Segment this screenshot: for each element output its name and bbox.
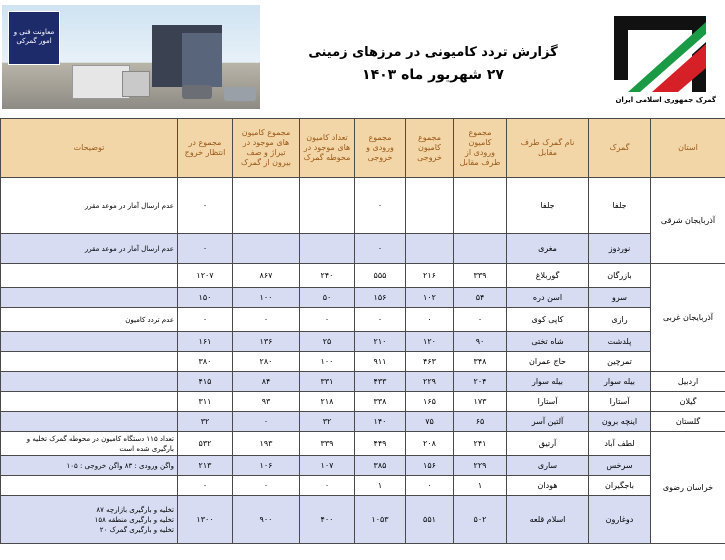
title-line-1: گزارش تردد کامیونی در مرزهای زمینی bbox=[308, 45, 558, 60]
column-header: استان bbox=[651, 119, 725, 178]
queue-cell: ۰ bbox=[233, 476, 300, 496]
out-cell bbox=[406, 234, 454, 264]
customs-cell: لطف آباد bbox=[589, 432, 651, 456]
queue-cell: ۸۶۷ bbox=[233, 264, 300, 288]
queue-cell: ۹۳ bbox=[233, 392, 300, 412]
waiting-cell: ۱۵۰ bbox=[178, 288, 233, 308]
counter-cell: آرتیق bbox=[507, 432, 589, 456]
table-row bbox=[1, 392, 725, 412]
yard-cell: ۱۰۷ bbox=[300, 456, 355, 476]
table-row bbox=[1, 234, 725, 264]
in-cell: ۱ bbox=[454, 476, 507, 496]
total-cell: ۱ bbox=[355, 476, 406, 496]
waiting-cell: ۲۱۳ bbox=[178, 456, 233, 476]
customs-cell: آستارا bbox=[589, 392, 651, 412]
waiting-cell: ۰ bbox=[178, 476, 233, 496]
yard-cell bbox=[300, 234, 355, 264]
yard-cell: ۳۲ bbox=[300, 412, 355, 432]
out-cell: ۲۲۹ bbox=[406, 372, 454, 392]
table-row bbox=[1, 456, 725, 476]
in-cell: ۰ bbox=[454, 308, 507, 332]
province-cell: گیلان bbox=[651, 392, 725, 412]
in-cell: ۲۴۱ bbox=[454, 432, 507, 456]
out-cell: ۱۶۵ bbox=[406, 392, 454, 412]
yard-cell: ۰ bbox=[300, 308, 355, 332]
yard-cell: ۴۰۰ bbox=[300, 496, 355, 544]
yard-cell: ۰ bbox=[300, 476, 355, 496]
waiting-cell: ۴۱۵ bbox=[178, 372, 233, 392]
note-cell: تخلیه و بارگیری بازارچه ۸۷ تخلیه و بارگیری منطقه ۱۵۸ تخلیه و بارگیری گمرک ۲۰ bbox=[1, 496, 178, 544]
out-cell: ۰ bbox=[406, 476, 454, 496]
out-cell: ۱۲۰ bbox=[406, 332, 454, 352]
photo-truck-cab bbox=[122, 71, 150, 97]
total-cell: ۱۴۰ bbox=[355, 412, 406, 432]
queue-cell: ۰ bbox=[233, 308, 300, 332]
report-header bbox=[0, 0, 725, 118]
in-cell bbox=[454, 234, 507, 264]
table-row bbox=[1, 476, 725, 496]
customs-cell: تمرچین bbox=[589, 352, 651, 372]
counter-cell: هودان bbox=[507, 476, 589, 496]
in-cell: ۲۰۴ bbox=[454, 372, 507, 392]
in-cell: ۵۴ bbox=[454, 288, 507, 308]
table-row bbox=[1, 352, 725, 372]
yard-cell bbox=[300, 178, 355, 234]
out-cell: ۲۰۸ bbox=[406, 432, 454, 456]
yard-cell: ۵۰ bbox=[300, 288, 355, 308]
customs-cell: نوردوز bbox=[589, 234, 651, 264]
out-cell: ۰ bbox=[406, 308, 454, 332]
province-cell: خراسان رضوی bbox=[651, 432, 725, 544]
waiting-cell: ۳۸۰ bbox=[178, 352, 233, 372]
queue-cell: ۰ bbox=[233, 412, 300, 432]
counter-cell: ساری bbox=[507, 456, 589, 476]
table-row bbox=[1, 412, 725, 432]
note-cell: واگن ورودی : ۸۳ واگن خروجی : ۱۰۵ bbox=[1, 456, 178, 476]
total-cell: ۰ bbox=[355, 178, 406, 234]
photo-building-annex bbox=[182, 33, 222, 87]
note-cell bbox=[1, 392, 178, 412]
counter-cell: آلتین آسر bbox=[507, 412, 589, 432]
counter-cell: اسلام قلعه bbox=[507, 496, 589, 544]
yard-cell: ۳۳۹ bbox=[300, 432, 355, 456]
province-cell: آذربایجان غربی bbox=[651, 264, 725, 372]
waiting-cell: ۳۱۱ bbox=[178, 392, 233, 412]
table-row bbox=[1, 264, 725, 288]
in-cell: ۳۳۹ bbox=[454, 264, 507, 288]
total-cell: ۱۰۵۳ bbox=[355, 496, 406, 544]
column-header: مجموع در انتظار خروج bbox=[178, 119, 233, 178]
total-cell: ۴۳۳ bbox=[355, 372, 406, 392]
waiting-cell: ۱۲۰۷ bbox=[178, 264, 233, 288]
queue-cell: ۱۹۳ bbox=[233, 432, 300, 456]
table-row bbox=[1, 332, 725, 352]
in-cell: ۱۷۳ bbox=[454, 392, 507, 412]
border-traffic-table bbox=[0, 118, 725, 544]
yard-cell: ۳۳۱ bbox=[300, 372, 355, 392]
counter-cell: بیله سوار bbox=[507, 372, 589, 392]
note-cell: عدم تردد کامیون bbox=[1, 308, 178, 332]
note-cell bbox=[1, 372, 178, 392]
province-cell: آذربایجان شرقی bbox=[651, 178, 725, 264]
table-row bbox=[1, 432, 725, 456]
yard-cell: ۱۰۰ bbox=[300, 352, 355, 372]
title-line-2: ۲۷ شهریور ماه ۱۴۰۳ bbox=[362, 67, 504, 83]
in-cell: ۲۲۹ bbox=[454, 456, 507, 476]
yard-cell: ۲۴۰ bbox=[300, 264, 355, 288]
in-cell: ۹۰ bbox=[454, 332, 507, 352]
customs-cell: رازی bbox=[589, 308, 651, 332]
queue-cell: ۸۴ bbox=[233, 372, 300, 392]
customs-cell: اینچه برون bbox=[589, 412, 651, 432]
note-cell: عدم ارسال آمار در موعد مقرر bbox=[1, 234, 178, 264]
counter-cell: کاپی کوی bbox=[507, 308, 589, 332]
province-cell: گلستان bbox=[651, 412, 725, 432]
yard-cell: ۲۵ bbox=[300, 332, 355, 352]
customs-cell: بیله سوار bbox=[589, 372, 651, 392]
column-header: مجموع ورودی و خروجی bbox=[355, 119, 406, 178]
counter-cell: شاه تختی bbox=[507, 332, 589, 352]
table-row bbox=[1, 288, 725, 308]
emblem-icon bbox=[610, 8, 718, 96]
queue-cell: ۱۳۶ bbox=[233, 332, 300, 352]
customs-cell: دوغارون bbox=[589, 496, 651, 544]
customs-cell: باجگیران bbox=[589, 476, 651, 496]
note-cell bbox=[1, 476, 178, 496]
customs-cell: پلدشت bbox=[589, 332, 651, 352]
photo-car-2 bbox=[224, 87, 256, 101]
queue-cell: ۱۰۰ bbox=[233, 288, 300, 308]
table-row bbox=[1, 308, 725, 332]
note-cell bbox=[1, 288, 178, 308]
out-cell: ۴۶۳ bbox=[406, 352, 454, 372]
column-header: گمرک bbox=[589, 119, 651, 178]
waiting-cell: ۱۶۱ bbox=[178, 332, 233, 352]
note-cell bbox=[1, 412, 178, 432]
total-cell: ۴۴۹ bbox=[355, 432, 406, 456]
note-cell bbox=[1, 264, 178, 288]
column-header: مجموع کامیون های موجود در تیراژ و صف بیرون از گمرک bbox=[233, 119, 300, 178]
counter-cell: گوربلاغ bbox=[507, 264, 589, 288]
report-title bbox=[268, 42, 598, 86]
counter-cell: جلفا bbox=[507, 178, 589, 234]
in-cell: ۶۵ bbox=[454, 412, 507, 432]
customs-cell: جلفا bbox=[589, 178, 651, 234]
column-header: تعداد کامیون های موجود در محوطه گمرک bbox=[300, 119, 355, 178]
out-cell: ۷۵ bbox=[406, 412, 454, 432]
in-cell: ۳۴۸ bbox=[454, 352, 507, 372]
counter-cell: حاج عمران bbox=[507, 352, 589, 372]
photo-logo-text: معاونت فنی و امور گمرکی bbox=[13, 28, 55, 45]
total-cell: ۹۱۱ bbox=[355, 352, 406, 372]
table-row bbox=[1, 372, 725, 392]
photo-logo bbox=[8, 11, 60, 65]
column-header: توضیحات bbox=[1, 119, 178, 178]
total-cell: ۱۵۶ bbox=[355, 288, 406, 308]
photo-car bbox=[182, 85, 212, 99]
counter-cell: مغری bbox=[507, 234, 589, 264]
queue-cell: ۱۰۶ bbox=[233, 456, 300, 476]
out-cell: ۱۵۶ bbox=[406, 456, 454, 476]
note-cell: تعداد ۱۱۵ دستگاه کامیون در محوطه گمرک تخلیه و بارگیری شده است bbox=[1, 432, 178, 456]
waiting-cell: ۰ bbox=[178, 308, 233, 332]
note-cell bbox=[1, 332, 178, 352]
table-row bbox=[1, 496, 725, 544]
queue-cell bbox=[233, 234, 300, 264]
out-cell: ۱۰۲ bbox=[406, 288, 454, 308]
queue-cell: ۹۰۰ bbox=[233, 496, 300, 544]
column-header: نام گمرک طرف مقابل bbox=[507, 119, 589, 178]
counter-cell: اسن دره bbox=[507, 288, 589, 308]
waiting-cell: ۰ bbox=[178, 234, 233, 264]
queue-cell bbox=[233, 178, 300, 234]
waiting-cell: ۳۲ bbox=[178, 412, 233, 432]
counter-cell: آستارا bbox=[507, 392, 589, 412]
waiting-cell: ۰ bbox=[178, 178, 233, 234]
customs-cell: بازرگان bbox=[589, 264, 651, 288]
total-cell: ۵۵۵ bbox=[355, 264, 406, 288]
out-cell: ۵۵۱ bbox=[406, 496, 454, 544]
total-cell: ۳۸۵ bbox=[355, 456, 406, 476]
waiting-cell: ۱۳۰۰ bbox=[178, 496, 233, 544]
yard-cell: ۲۱۸ bbox=[300, 392, 355, 412]
waiting-cell: ۵۳۲ bbox=[178, 432, 233, 456]
province-cell: اردبیل bbox=[651, 372, 725, 392]
total-cell: ۳۳۸ bbox=[355, 392, 406, 412]
table-row bbox=[1, 178, 725, 234]
in-cell bbox=[454, 178, 507, 234]
customs-cell: سرخس bbox=[589, 456, 651, 476]
out-cell bbox=[406, 178, 454, 234]
note-cell: عدم ارسال آمار در موعد مقرر bbox=[1, 178, 178, 234]
customs-cell: سرو bbox=[589, 288, 651, 308]
table-body bbox=[1, 178, 725, 544]
note-cell bbox=[1, 352, 178, 372]
queue-cell: ۲۸۰ bbox=[233, 352, 300, 372]
table-header-row bbox=[1, 119, 725, 178]
customs-emblem bbox=[610, 8, 718, 108]
column-header: مجموع کامیون ورودی از طرف مقابل bbox=[454, 119, 507, 178]
column-header: مجموع کامیون خروجی bbox=[406, 119, 454, 178]
total-cell: ۰ bbox=[355, 234, 406, 264]
total-cell: ۲۱۰ bbox=[355, 332, 406, 352]
total-cell: ۰ bbox=[355, 308, 406, 332]
out-cell: ۲۱۶ bbox=[406, 264, 454, 288]
emblem-caption: گمرک جمهوری اسلامی ایران bbox=[615, 96, 716, 104]
border-photo bbox=[2, 5, 260, 109]
in-cell: ۵۰۲ bbox=[454, 496, 507, 544]
